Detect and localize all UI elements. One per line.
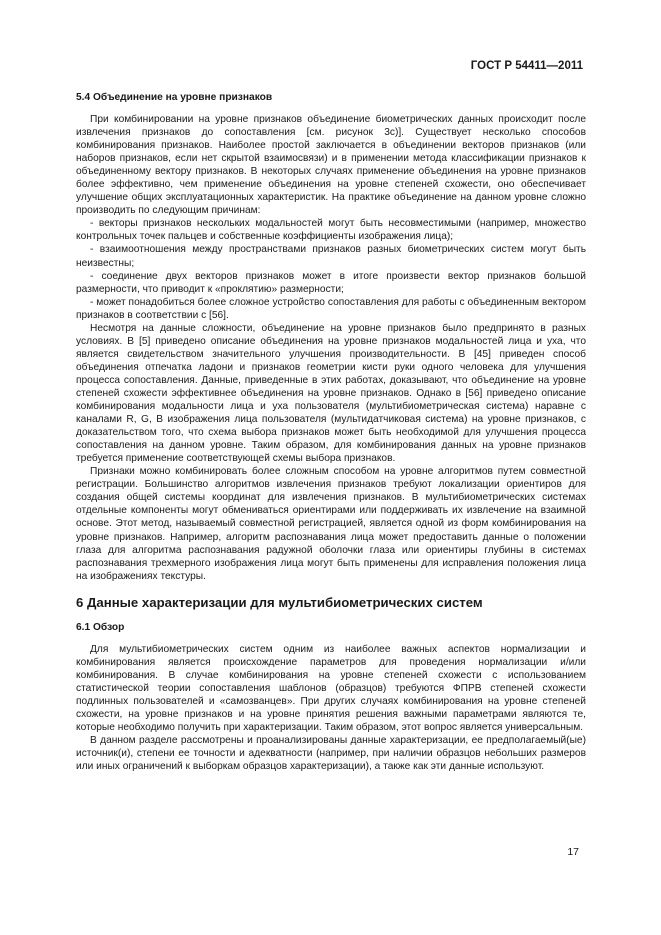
paragraph: Для мультибиометрических систем одним из наиболее важных аспектов нормализации и комбинирования является происхождение параметров для проведения нормализации и/или комбинирования. В случае комбинирования на уровне степеней схожести с использованием статистической теории сопоставления шаблонов (образцов) требуются ФПРВ степеней схожести подлинных пользователей и «самозванцев». При других случаях комбинирования на уровне степеней схожести, на уровне признаков и на уровне принятия решения важными параметрами являются те, которые необходимо получить при характеризации. Таким образом, этот вопрос является универсальным. [76,643,586,733]
list-item: - векторы признаков нескольких модальностей могут быть несовместимыми (например, множество контрольных точек пальцев и собственные коэффициенты изображения лица); [76,218,586,243]
chapter-heading-6: 6 Данные характеризации для мультибиометрических систем [76,594,483,610]
list-item: - соединение двух векторов признаков может в итоге произвести вектор признаков большой размерности, что приводит к «проклятию» размерности; [76,270,586,295]
section-heading-5-4: 5.4 Объединение на уровне признаков [76,92,273,103]
paragraph: Признаки можно комбинировать более сложным способом на уровне алгоритмов путем совместной регистрации. Большинство алгоритмов извлечения признаков требуют локализации ориентиров для создания общей системы координат для извлечения признаков. В мультибиометрических системах отдельные компоненты могут обмениваться ориентирами или поддерживать их извлечение на взаимной основе. Этот метод, называемый совместной регистрацией, является одной из форм комбинирования на уровне признаков. Например, алгоритм распознавания лица может предоставить данные о положении глаза для алгоритма распознавания радужной оболочки глаза или ориентиры глубины в системах распознавания трехмерного изображения лица могут быть применены для исправления положения лица на изображениях текстуры. [76,466,586,582]
paragraph: В данном разделе рассмотрены и проанализированы данные характеризации, ее предполагаемый(ые) источник(и), степени ее точности и адекватности (например, при наличии образцов небольших размеров или иных ограничений к выборкам образцов характеризации), а также как эти данные используют. [76,735,586,773]
paragraph: Несмотря на данные сложности, объединение на уровне признаков было предпринято в разных условиях. В [5] приведено описание объединения на уровне признаков модальностей лица и уха, что является свидетельством значительного улучшения производительности. В [45] приведен способ объединения отпечатка ладони и признаков геометрии кисти руки одного человека для улучшения процесса сопоставления. Данные, приведенные в этих работах, доказывают, что объединение на уровне степеней схожести эффективнее объединения на уровне признаков. Однако в [56] приведено описание комбинирования модальности лица и уха пользователя (мультибиометрическая система) наравне с каналами R, G, B изображения лица пользователя (мультидатчиковая система) на уровне признаков, с доказательством того, что схема выбора признаков может быть необходимой для улучшения процесса сопоставления на данном уровне. Таким образом, для комбинирования данных на уровне признаков требуется применение соответствующей схемы выбора признаков. [76,322,586,465]
page-number: 17 [567,846,579,858]
list-item: - взаимоотношения между пространствами признаков разных биометрических систем могут быть неизвестны; [76,244,586,269]
page-content [76,92,586,773]
document-header: ГОСТ Р 54411—2011 [470,60,583,72]
section-heading-6-1: 6.1 Обзор [76,621,125,633]
list-item: - может понадобиться более сложное устройство сопоставления для работы с объединенным вектором признаков в соответствии с [56]. [76,296,586,321]
paragraph: При комбинировании на уровне признаков объединение биометрических данных происходит после извлечения признаков до сопоставления [см. рисунок 3с)]. Существует несколько способов комбинирования признаков. Наиболее простой заключается в объединении векторов признаков (или наборов признаков, если нет скрытой взаимосвязи) и в применении метода классификации признаков к объединенному вектору признаков. В некоторых случаях применение объединения на уровне признаков более эффективно, чем применение объединения на уровне степеней схожести, оно обеспечивает улучшение общих эксплуатационных характеристик. На практике объединение на данном уровне сложно производить по следующим причинам: [76,114,586,217]
